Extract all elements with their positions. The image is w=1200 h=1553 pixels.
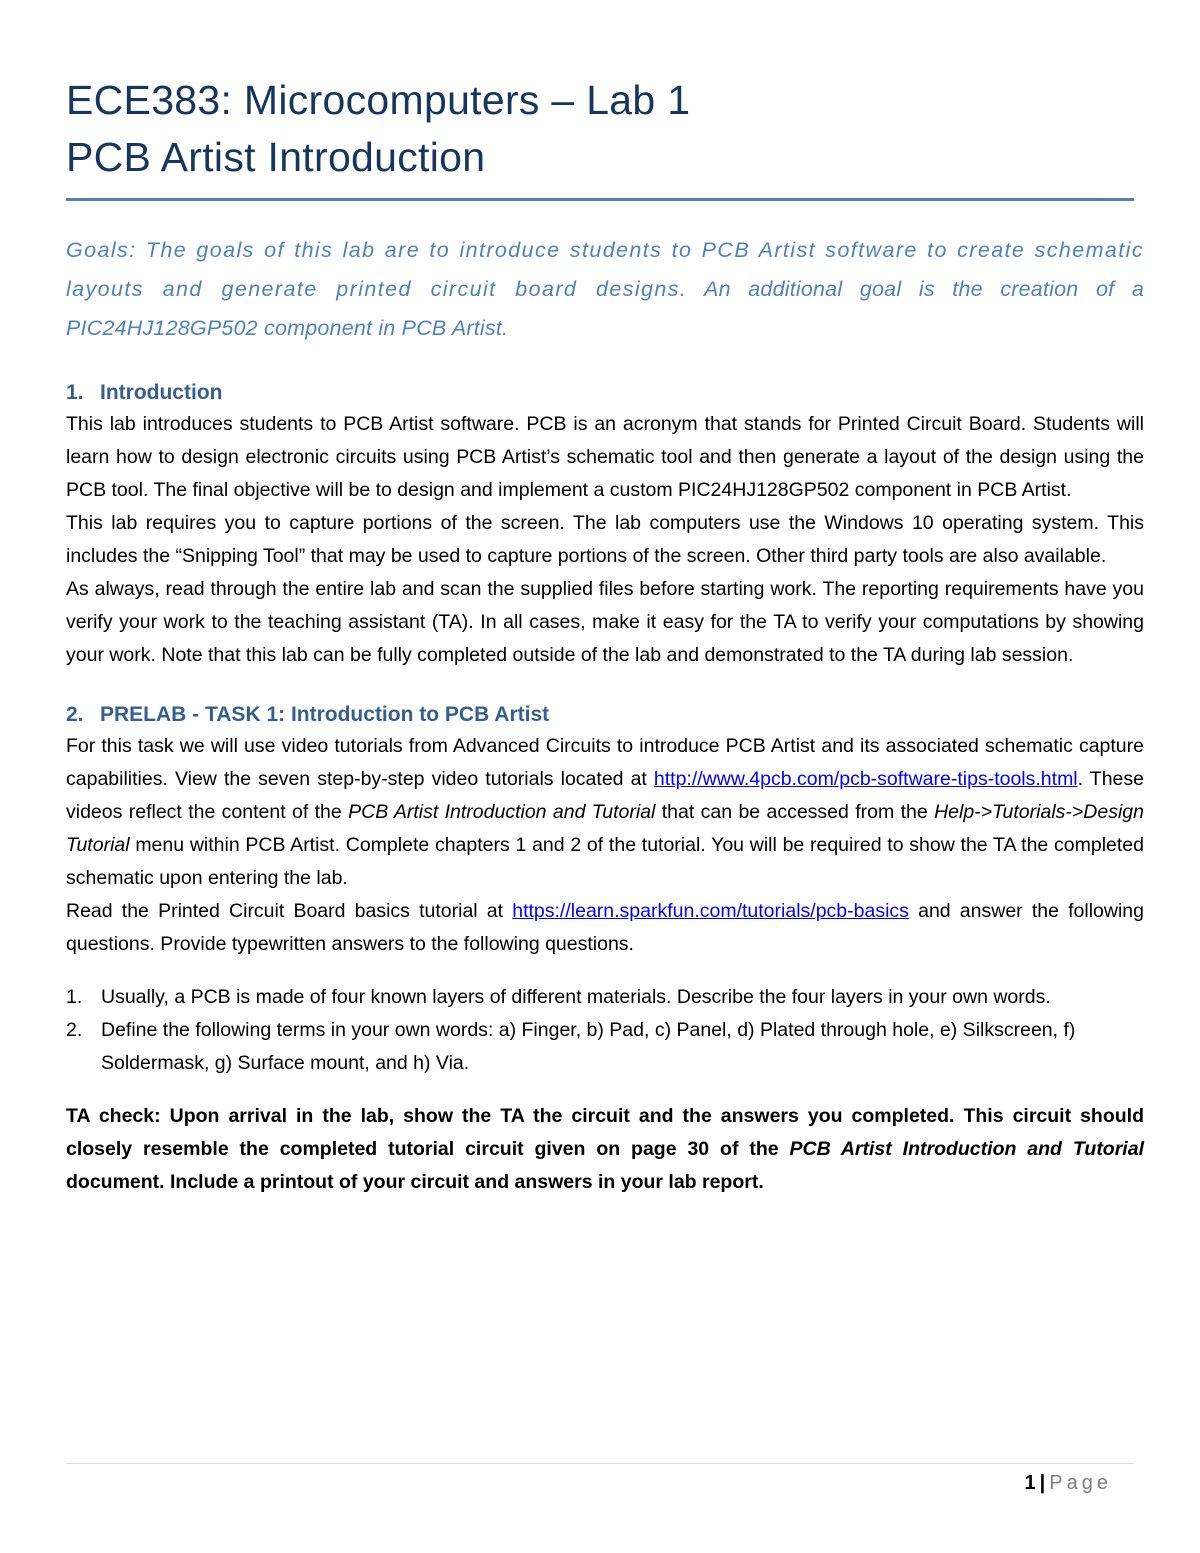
footer-divider — [66, 1463, 1134, 1464]
video-tutorials-link[interactable]: http://www.4pcb.com/pcb-software-tips-tools.html — [653, 768, 1078, 790]
title-line-1: ECE383: Microcomputers – Lab 1 — [66, 77, 691, 123]
document-title — [66, 72, 1144, 186]
p1-text-a: For this task we will use video tutorials from Advanced Circuits to introduce PCB Artist and its associated schematic capture capabilities. View the seven step-by-step video tutorials located at — [66, 735, 1144, 790]
goals-paragraph — [66, 231, 1144, 348]
ta-check-paragraph — [66, 1100, 1144, 1199]
question-number: 2. — [66, 1019, 83, 1041]
p1-text-b: . These videos reflect the content of the — [66, 768, 1144, 823]
p1-italic-title: PCB Artist Introduction and Tutorial — [348, 801, 656, 823]
section-2-title: PRELAB - TASK 1: Introduction to PCB Artist — [100, 703, 550, 726]
p1-text-c: that can be accessed from the — [655, 801, 935, 823]
pcb-basics-link[interactable]: https://learn.sparkfun.com/tutorials/pcb-basics — [512, 900, 909, 922]
p2-text-a: Read the Printed Circuit Board basics tutorial at — [66, 900, 513, 922]
ta-text-a: TA check: Upon arrival in the lab, show the TA the circuit and the answers you completed. This circuit should closely resemble the completed tutorial circuit given on page 30 of the — [66, 1105, 1144, 1160]
goals-text: Goals: The goals of this lab are to introduce students to PCB Artist software to create schematic layouts and generate printed circuit board designs. — [66, 238, 1144, 301]
section-1-paragraph-1: This lab introduces students to PCB Artist software. PCB is an acronym that stands for Printed Circuit Board. Students will learn how to design electronic circuits using PCB Artist’s schematic tool and then generate a layout of the design using the PCB tool. The final objective will be to design and implement a custom PIC24HJ128GP502 component in PCB Artist. — [66, 413, 1144, 501]
section-1-heading — [66, 378, 1144, 408]
title-divider — [66, 198, 1134, 201]
question-text: Usually, a PCB is made of four known layers of different materials. Describe the four layers in your own words. — [101, 986, 1051, 1008]
p1-italic-menu-path: Help->Tutorials->Design Tutorial — [66, 801, 1144, 856]
page-number: 1 — [1024, 1472, 1036, 1494]
list-item — [66, 981, 1144, 1014]
list-item — [66, 1014, 1144, 1080]
questions-list — [66, 981, 1144, 1080]
page-label: Page — [1049, 1472, 1112, 1494]
section-1-number: 1. — [66, 381, 84, 404]
section-2-heading — [66, 700, 1144, 730]
goals-text-tail: An additional goal is the creation of a PIC24HJ128GP502 component in PCB Artist. — [66, 277, 1145, 340]
ta-italic-title: PCB Artist Introduction and Tutorial — [789, 1138, 1144, 1160]
question-number: 1. — [66, 986, 83, 1008]
section-1-title: Introduction — [100, 381, 223, 404]
question-text: Define the following terms in your own words: a) Finger, b) Pad, c) Panel, d) Plated through hole, e) Silkscreen, f) Soldermask, g) Surface mount, and h) Via. — [101, 1019, 1076, 1074]
section-1-paragraph-2: This lab requires you to capture portions of the screen. The lab computers use the Windows 10 operating system. This includes the “Snipping Tool” that may be used to capture portions of the screen. Other third party tools are also available. — [66, 512, 1144, 567]
p2-text-b: and answer the following questions. Provide typewritten answers to the following questions. — [66, 900, 1144, 955]
p1-text-d: menu within PCB Artist. Complete chapters 1 and 2 of the tutorial. You will be required to show the TA the completed schematic upon entering the lab. — [66, 834, 1144, 889]
section-2-paragraph-1 — [66, 730, 1144, 895]
page-footer — [1025, 1468, 1112, 1498]
title-line-2: PCB Artist Introduction — [66, 134, 486, 180]
section-2-number: 2. — [66, 703, 84, 726]
document-page — [66, 72, 1144, 1199]
footer-separator: | — [1039, 1472, 1046, 1494]
section-2-paragraph-2 — [66, 895, 1144, 961]
section-1-paragraph-3: As always, read through the entire lab and scan the supplied files before starting work. The reporting requirements have you verify your work to the teaching assistant (TA). In all cases, make it easy for the TA to verify your computations by showing your work. Note that this lab can be fully completed outside of the lab and demonstrated to the TA during lab session. — [66, 578, 1144, 666]
ta-text-b: document. Include a printout of your circuit and answers in your lab report. — [66, 1171, 764, 1193]
